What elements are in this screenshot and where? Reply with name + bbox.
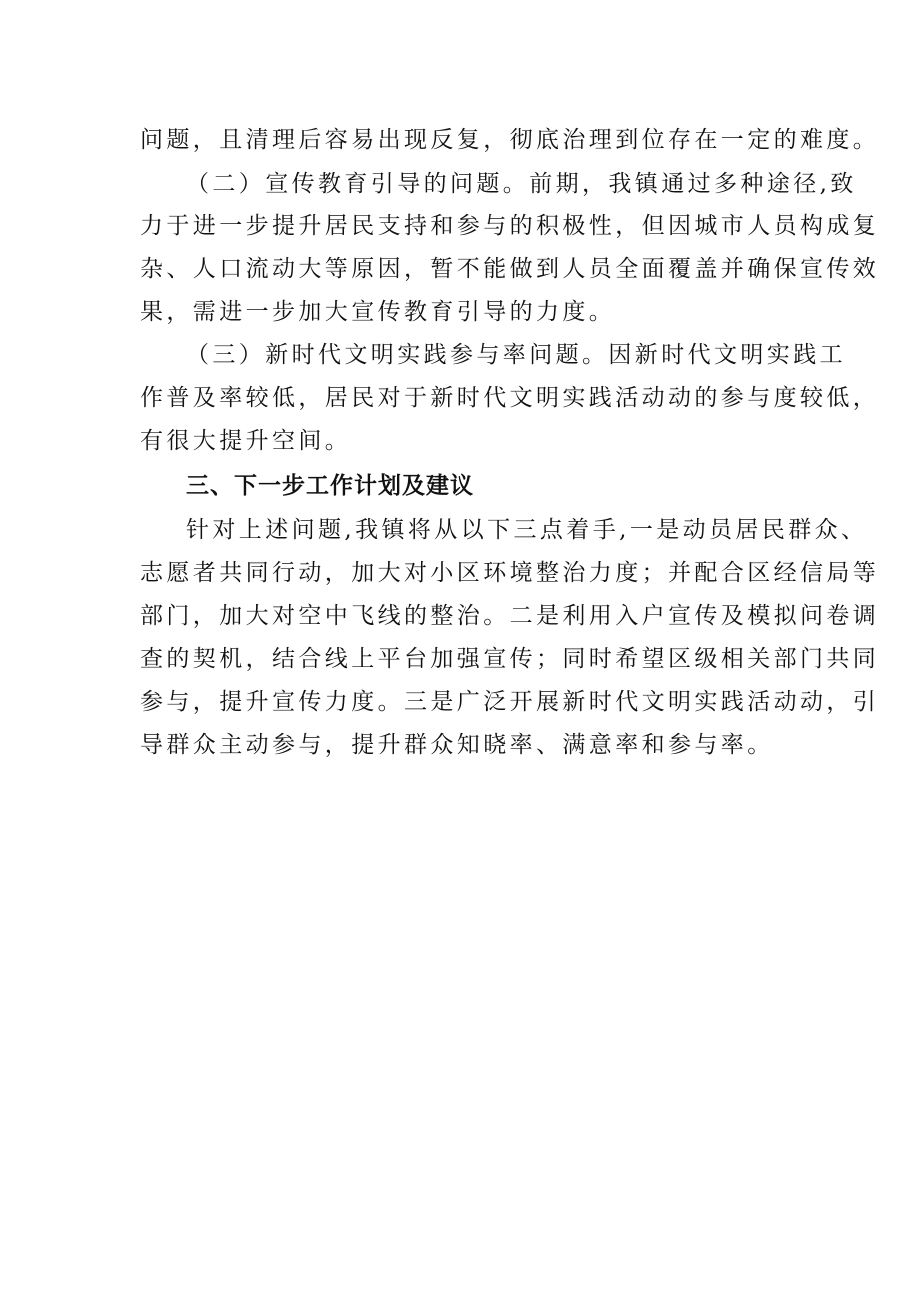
paragraph-line: 部门，加大对空中飞线的整治。二是利用入户宣传及模拟问卷调 xyxy=(140,603,880,629)
section-heading: 三、下一步工作计划及建议 xyxy=(186,473,474,499)
paragraph-line: 杂、人口流动大等原因，暂不能做到人员全面覆盖并确保宣传效 xyxy=(140,256,880,282)
paragraph-line: （三）新时代文明实践参与率问题。因新时代文明实践工 xyxy=(186,342,846,368)
paragraph-line: 果，需进一步加大宣传教育引导的力度。 xyxy=(140,299,616,325)
paragraph-line: 作普及率较低，居民对于新时代文明实践活动动的参与度较低， xyxy=(140,385,880,411)
paragraph-line: （二）宣传教育引导的问题。前期，我镇通过多种途径,致 xyxy=(186,171,857,197)
paragraph-line: 有很大提升空间。 xyxy=(140,428,352,454)
paragraph-line: 力于进一步提升居民支持和参与的积极性，但因城市人员构成复 xyxy=(140,213,880,239)
paragraph-line: 导群众主动参与，提升群众知晓率、满意率和参与率。 xyxy=(140,732,774,758)
paragraph-line: 查的契机，结合线上平台加强宣传；同时希望区级相关部门共同 xyxy=(140,646,880,672)
paragraph-line: 针对上述问题,我镇将从以下三点着手,一是动员居民群众、 xyxy=(186,517,868,543)
paragraph-line: 志愿者共同行动，加大对小区环境整治力度；并配合区经信局等 xyxy=(140,560,880,586)
paragraph-line: 参与，提升宣传力度。三是广泛开展新时代文明实践活动动，引 xyxy=(140,689,880,715)
paragraph-line: 问题，且清理后容易出现反复，彻底治理到位存在一定的难度。 xyxy=(140,127,880,153)
